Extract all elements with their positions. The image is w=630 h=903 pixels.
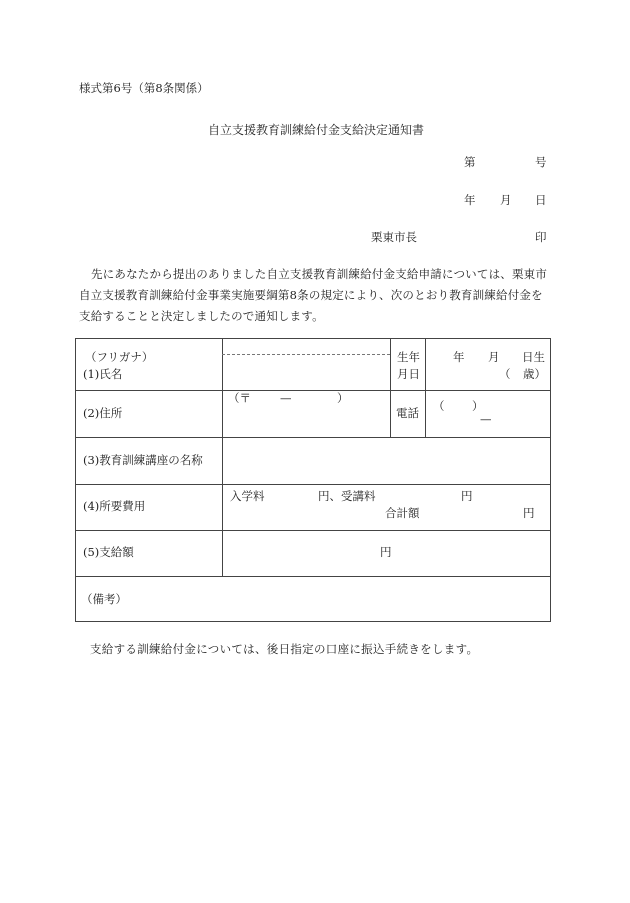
row-divider bbox=[75, 390, 551, 391]
address-label: (2)住所 bbox=[83, 406, 123, 420]
payment-yen: 円 bbox=[380, 545, 392, 559]
row-divider bbox=[75, 576, 551, 577]
birth-label-1: 生年 bbox=[397, 350, 420, 364]
birth-label-2: 月日 bbox=[397, 367, 420, 381]
course-label: (3)教育訓練講座の名称 bbox=[83, 453, 203, 467]
row-divider bbox=[75, 530, 551, 531]
postal-dash: — bbox=[280, 391, 292, 405]
age-open: （ bbox=[499, 367, 511, 381]
furigana-label: （フリガナ） bbox=[85, 350, 154, 364]
phone-label: 電話 bbox=[396, 406, 419, 420]
date-year: 年 bbox=[464, 193, 476, 207]
entrance-fee-label: 入学料 bbox=[230, 489, 265, 503]
postal-open: （〒 bbox=[228, 391, 251, 405]
number-prefix: 第 bbox=[464, 155, 476, 169]
birth-day: 日生 bbox=[522, 350, 545, 364]
col-divider bbox=[222, 338, 223, 576]
seal: 印 bbox=[535, 230, 547, 244]
cost-label: (4)所要費用 bbox=[83, 499, 146, 513]
phone-open: （ bbox=[433, 399, 445, 413]
name-label: (1)氏名 bbox=[83, 367, 123, 381]
col-divider bbox=[425, 338, 426, 437]
total-yen: 円 bbox=[523, 506, 535, 520]
payment-label: (5)支給額 bbox=[83, 545, 134, 559]
document-title: 自立支援教育訓練給付金支給決定通知書 bbox=[208, 123, 425, 137]
total-label: 合計額 bbox=[385, 506, 420, 520]
body-text: 先にあなたから提出のありました自立支援教育訓練給付金支給申請については、栗東市自立支援教育訓練給付金事業実施要綱第8条の規定により、次のとおり教育訓練給付金を支給することと決定しましたので通知します。 bbox=[79, 267, 548, 323]
number-suffix: 号 bbox=[535, 155, 547, 169]
form-number: 様式第6号（第8条関係） bbox=[79, 81, 209, 95]
tuition-yen: 円 bbox=[461, 489, 473, 503]
footer-text: 支給する訓練給付金については、後日指定の口座に振込手続きをします。 bbox=[90, 642, 479, 656]
furigana-divider bbox=[222, 354, 390, 355]
row-divider bbox=[75, 484, 551, 485]
phone-dash: — bbox=[480, 412, 492, 426]
remarks-label: （備考） bbox=[81, 592, 127, 606]
issuer: 栗東市長 bbox=[371, 230, 417, 244]
col-divider bbox=[390, 338, 391, 437]
date-month: 月 bbox=[500, 193, 512, 207]
postal-close: ） bbox=[337, 391, 349, 405]
birth-year: 年 bbox=[453, 350, 465, 364]
phone-close: ） bbox=[472, 399, 484, 413]
birth-month: 月 bbox=[488, 350, 500, 364]
age-close: 歳） bbox=[523, 367, 546, 381]
row-divider bbox=[75, 437, 551, 438]
tuition-label: 円、受講料 bbox=[318, 489, 376, 503]
date-day: 日 bbox=[535, 193, 547, 207]
application-table bbox=[75, 338, 551, 622]
